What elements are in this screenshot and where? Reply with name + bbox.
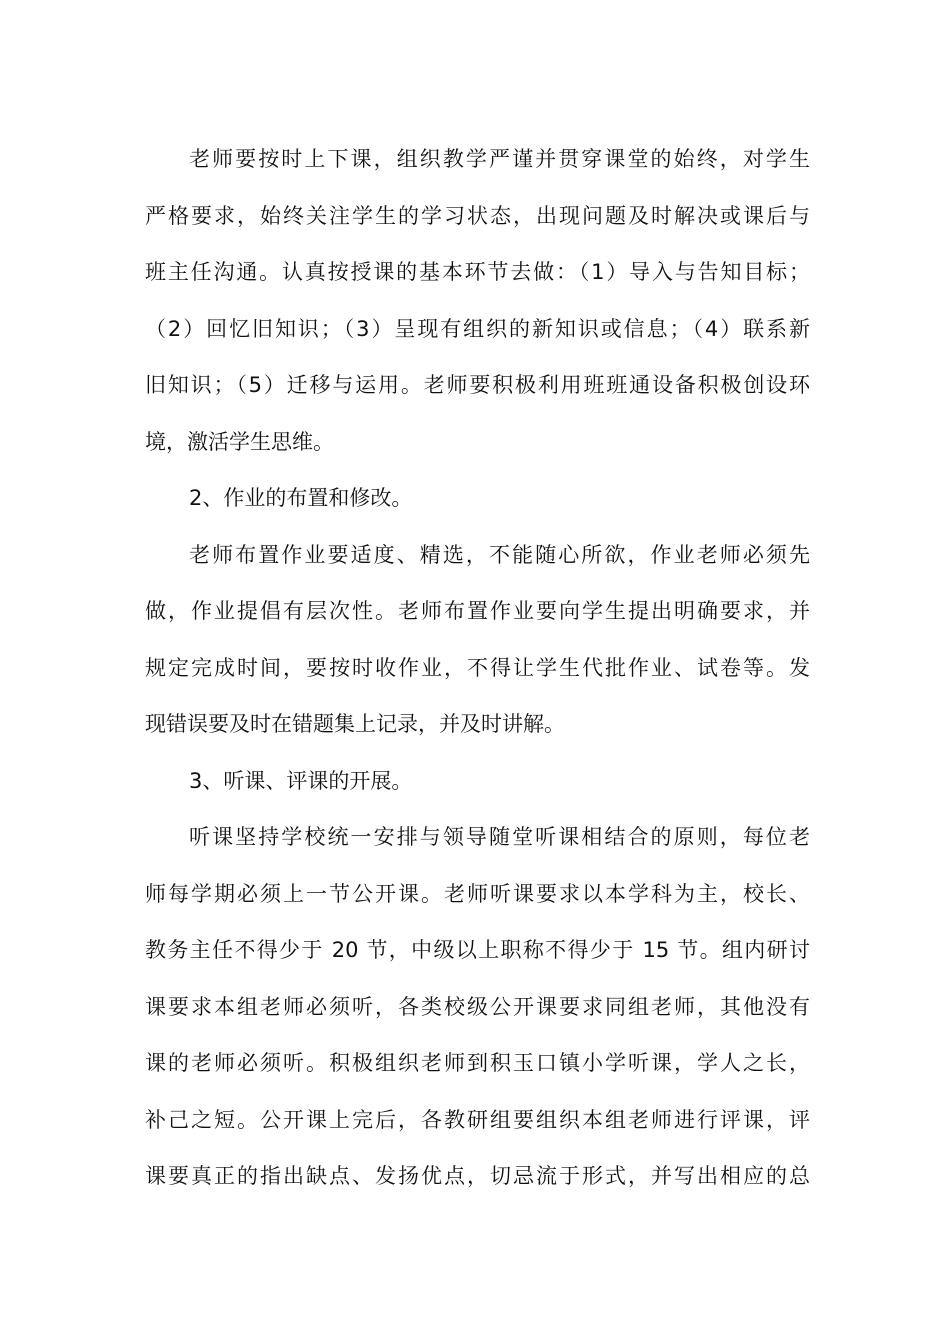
paragraph-line: （2）回忆旧知识；（3）呈现有组织的新知识或信息；（4）联系新: [145, 316, 810, 341]
paragraph-line: 旧知识；（5）迁移与运用。老师要积极利用班班通设备积极创设环: [145, 373, 810, 397]
paragraph-line: 境，激活学生思维。: [145, 429, 334, 454]
paragraph-line: 严格要求，始终关注学生的学习状态，出现问题及时解决或课后与: [145, 203, 810, 228]
paragraph-line: 老师布置作业要适度、精选，不能随心所欲，作业老师必须先: [189, 542, 810, 567]
document-body: [145, 131, 810, 1205]
section-heading: 3、听课、评课的开展。: [189, 768, 413, 793]
paragraph-line: 规定完成时间，要按时收作业，不得让学生代批作业、试卷等。发: [145, 655, 810, 680]
paragraph-line: 教务主任不得少于 20 节，中级以上职称不得少于 15 节。组内研讨: [145, 938, 810, 962]
paragraph-line: 现错误要及时在错题集上记录，并及时讲解。: [145, 712, 565, 736]
paragraph-line: 做，作业提倡有层次性。老师布置作业要向学生提出明确要求，并: [145, 599, 810, 623]
paragraph-line: 课要求本组老师必须听，各类校级公开课要求同组老师，其他没有: [145, 994, 810, 1019]
paragraph-line: 补己之短。公开课上完后，各教研组要组织本组老师进行评课，评: [145, 1107, 810, 1132]
paragraph-line: 课的老师必须听。积极组织老师到积玉口镇小学听课，学人之长，: [145, 1051, 810, 1075]
paragraph-line: 老师要按时上下课，组织教学严谨并贯穿课堂的始终，对学生: [189, 147, 810, 171]
paragraph-line: 听课坚持学校统一安排与领导随堂听课相结合的原则，每位老: [189, 825, 810, 849]
paragraph-line: 课要真正的指出缺点、发扬优点，切忌流于形式，并写出相应的总: [145, 1164, 810, 1188]
paragraph-line: 师每学期必须上一节公开课。老师听课要求以本学科为主，校长、: [145, 881, 810, 906]
paragraph-line: 班主任沟通。认真按授课的基本环节去做：（1）导入与告知目标；: [145, 260, 810, 284]
section-heading: 2、作业的布置和修改。: [189, 486, 413, 510]
